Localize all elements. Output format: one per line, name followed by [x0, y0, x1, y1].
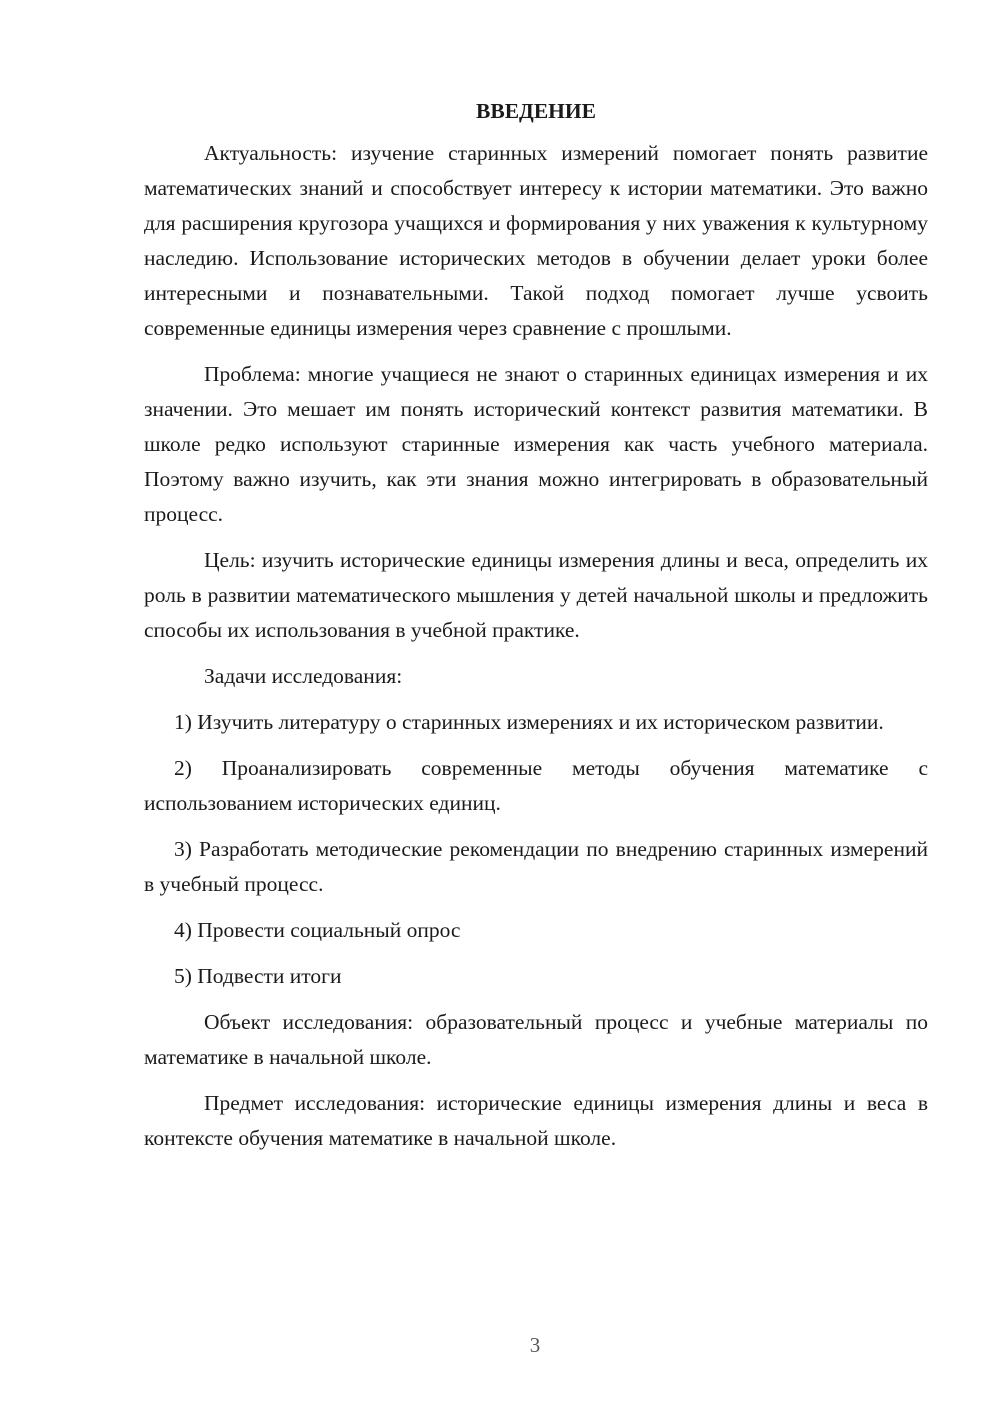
page-number: 3 [529, 1333, 541, 1357]
section-title: ВВЕДЕНИЕ [476, 99, 596, 123]
task-item: 5) Подвести итоги [174, 964, 342, 988]
task-item: 3) Разработать методические рекомендации по внедрению старинных измерений в учебный процесс. [144, 837, 928, 896]
task-item: 2) Проанализировать современные методы обучения математике с использованием исторических единиц. [144, 756, 928, 815]
document-page [144, 96, 928, 1167]
task-item: 1) Изучить литературу о старинных измерениях и их историческом развитии. [174, 710, 884, 734]
research-object-paragraph: Объект исследования: образовательный процесс и учебные материалы по математике в начальной школе. [144, 1010, 928, 1069]
research-subject-paragraph: Предмет исследования: исторические единицы измерения длины и веса в контексте обучения математике в начальной школе. [144, 1091, 928, 1150]
task-item: 4) Провести социальный опрос [174, 918, 461, 942]
tasks-heading: Задачи исследования: [204, 664, 403, 688]
relevance-paragraph: Актуальность: изучение старинных измерений помогает понять развитие математических знаний и способствует интересу к истории математики. Это важно для расширения кругозора учащихся и формирования у них уважения к культурному наследию. Использование исторических методов в обучении делает уроки более интересными и познавательными. Такой подход помогает лучше усвоить современные единицы измерения через сравнение с прошлыми. [144, 141, 928, 340]
problem-paragraph: Проблема: многие учащиеся не знают о старинных единицах измерения и их значении. Это мешает им понять исторический контекст развития математики. В школе редко используют старинные измерения как часть учебного материала. Поэтому важно изучить, как эти знания можно интегрировать в образовательный процесс. [144, 362, 928, 526]
goal-paragraph: Цель: изучить исторические единицы измерения длины и веса, определить их роль в развитии математического мышления у детей начальной школы и предложить способы их использования в учебной практике. [144, 548, 928, 642]
